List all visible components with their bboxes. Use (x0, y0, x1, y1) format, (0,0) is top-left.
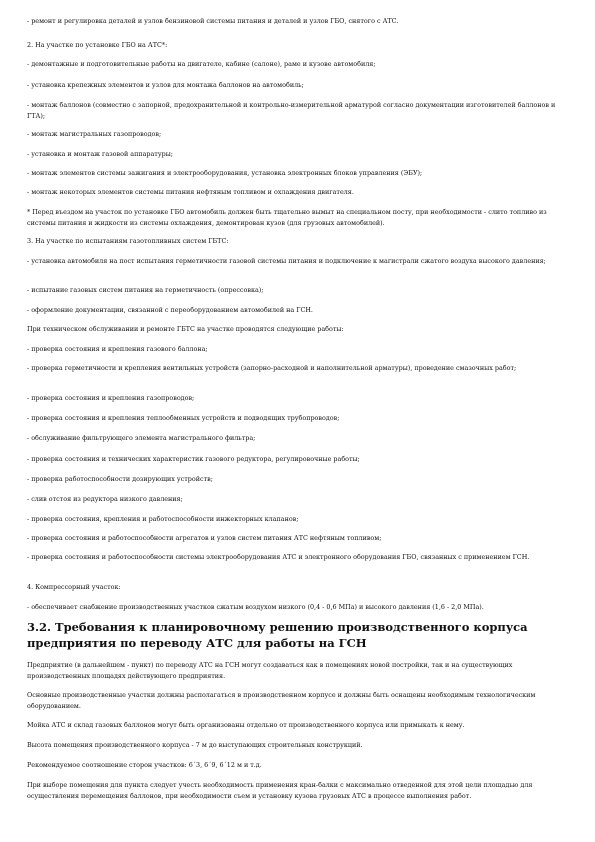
list-item: - установка и монтаж газовой аппаратуры; (27, 150, 173, 158)
list-item: - проверка состояния и крепления газопроводов; (27, 394, 195, 402)
list-item: - оформление документации, связанной с переоборудованием автомобилей на ГСН. (27, 306, 313, 314)
list-item: - слив отстоя из редуктора низкого давления; (27, 495, 183, 503)
list-item: - обслуживание фильтрующего элемента магистрального фильтра; (27, 434, 256, 442)
paragraph: Высота помещения производственного корпуса - 7 м до выступающих строительных конструкций. (27, 741, 363, 749)
section-label-4: 4. Компрессорный участок: (27, 583, 121, 591)
paragraph: Мойка АТС и склад газовых баллонов могут быть организованы отдельно от производственного корпуса или примыкать к нему. (27, 721, 465, 729)
list-item: - установка крепежных элементов и узлов для монтажа баллонов на автомобиль; (27, 81, 304, 89)
list-item: - установка автомобиля на пост испытания герметичности газовой системы питания и подключение к магистрали сжатого воздуха высокого давления; (27, 257, 546, 265)
list-item: - испытание газовых систем питания на герметичность (опрессовка); (27, 286, 264, 294)
section-heading: 3.2. Требования к планировочному решению производственного корпуса предприятия по переводу АТС для работы на ГСН (27, 620, 528, 650)
paragraph: Предприятие (в дальнейшем - пункт) по переводу АТС на ГСН могут создаваться как в помещениях новой постройки, так и на существующих производственных площадях действующего предприятия. (27, 661, 513, 680)
list-item: - проверка состояния и работоспособности агрегатов и узлов систем питания АТС нефтяным топливом; (27, 534, 382, 542)
list-item: - монтаж магистральных газопроводов; (27, 130, 162, 138)
paragraph: Основные производственные участки должны располагаться в производственном корпусе и должны быть оснащены необходимым технологическим оборудованием. (27, 691, 536, 710)
list-item: - монтаж баллонов (совместно с запорной, предохранительной и контрольно-измерительной арматурой согласно документации изготовителей баллонов и ГТА); (27, 101, 556, 120)
list-item: - проверка герметичности и крепления вентильных устройств (запорно-расходной и наполнительной арматуры), проведение смазочных работ; (27, 364, 517, 372)
list-item: - проверка состояния и технических характеристик газового редуктора, регулировочные работы; (27, 455, 360, 463)
list-item: - монтаж некоторых элементов системы питания нефтяным топливом и охлаждения двигателя. (27, 188, 354, 196)
list-item: - проверка состояния и крепления теплообменных устройств и подводящих трубопроводов; (27, 414, 340, 422)
section-label-3: 3. На участке по испытаниям газотопливных систем ГБТС: (27, 237, 229, 245)
list-item: - монтаж элементов системы зажигания и электрооборудования, установка электронных блоков управления (ЭБУ); (27, 169, 423, 177)
section-label-2: 2. На участке по установке ГБО на АТС*: (27, 41, 168, 49)
list-item: - проверка работоспособности дозирующих устройств; (27, 475, 213, 483)
list-item: - проверка состояния, крепления и работоспособности инжекторных клапанов; (27, 515, 299, 523)
list-item: - демонтажные и подготовительные работы на двигателе, кабине (салоне), раме и кузове автомобиля; (27, 60, 376, 68)
list-item: - обеспечивает снабжение производственных участков сжатым воздухом низкого (0,4 - 0,6 МПа) и высокого давления (1,6 - 2,0 МПа). (27, 603, 484, 611)
paragraph: - ремонт и регулировка деталей и узлов бензиновой системы питания и деталей и узлов ГБО, снятого с АТС. (27, 17, 399, 25)
footnote: * Перед въездом на участок по установке ГБО автомобиль должен быть тщательно вымыт на специальном посту, при необходимости - слито топливо из системы питания и жидкости из системы охлаждения, демонтирован кузов (для грузовых автомобилей). (27, 208, 547, 227)
list-item: - проверка состояния и крепления газового баллона; (27, 345, 208, 353)
paragraph: При выборе помещения для пункта следует учесть необходимость применения кран-балки с максимально отведенной для этой цели площадью для осуществления перемещения баллонов, при необходимости съем и установку кузова грузовых АТС в процессе выполнения работ. (27, 781, 533, 800)
list-item: - проверка состояния и работоспособности системы электрооборудования АТС и электронного оборудования ГБО, связанных с применением ГСН. (27, 553, 530, 561)
paragraph: При техническом обслуживании и ремонте ГБТС на участке проводятся следующие работы: (27, 325, 344, 333)
paragraph: Рекомендуемое соотношение сторон участков: 6´3, 6´9, 6´12 м и т.д. (27, 761, 262, 769)
